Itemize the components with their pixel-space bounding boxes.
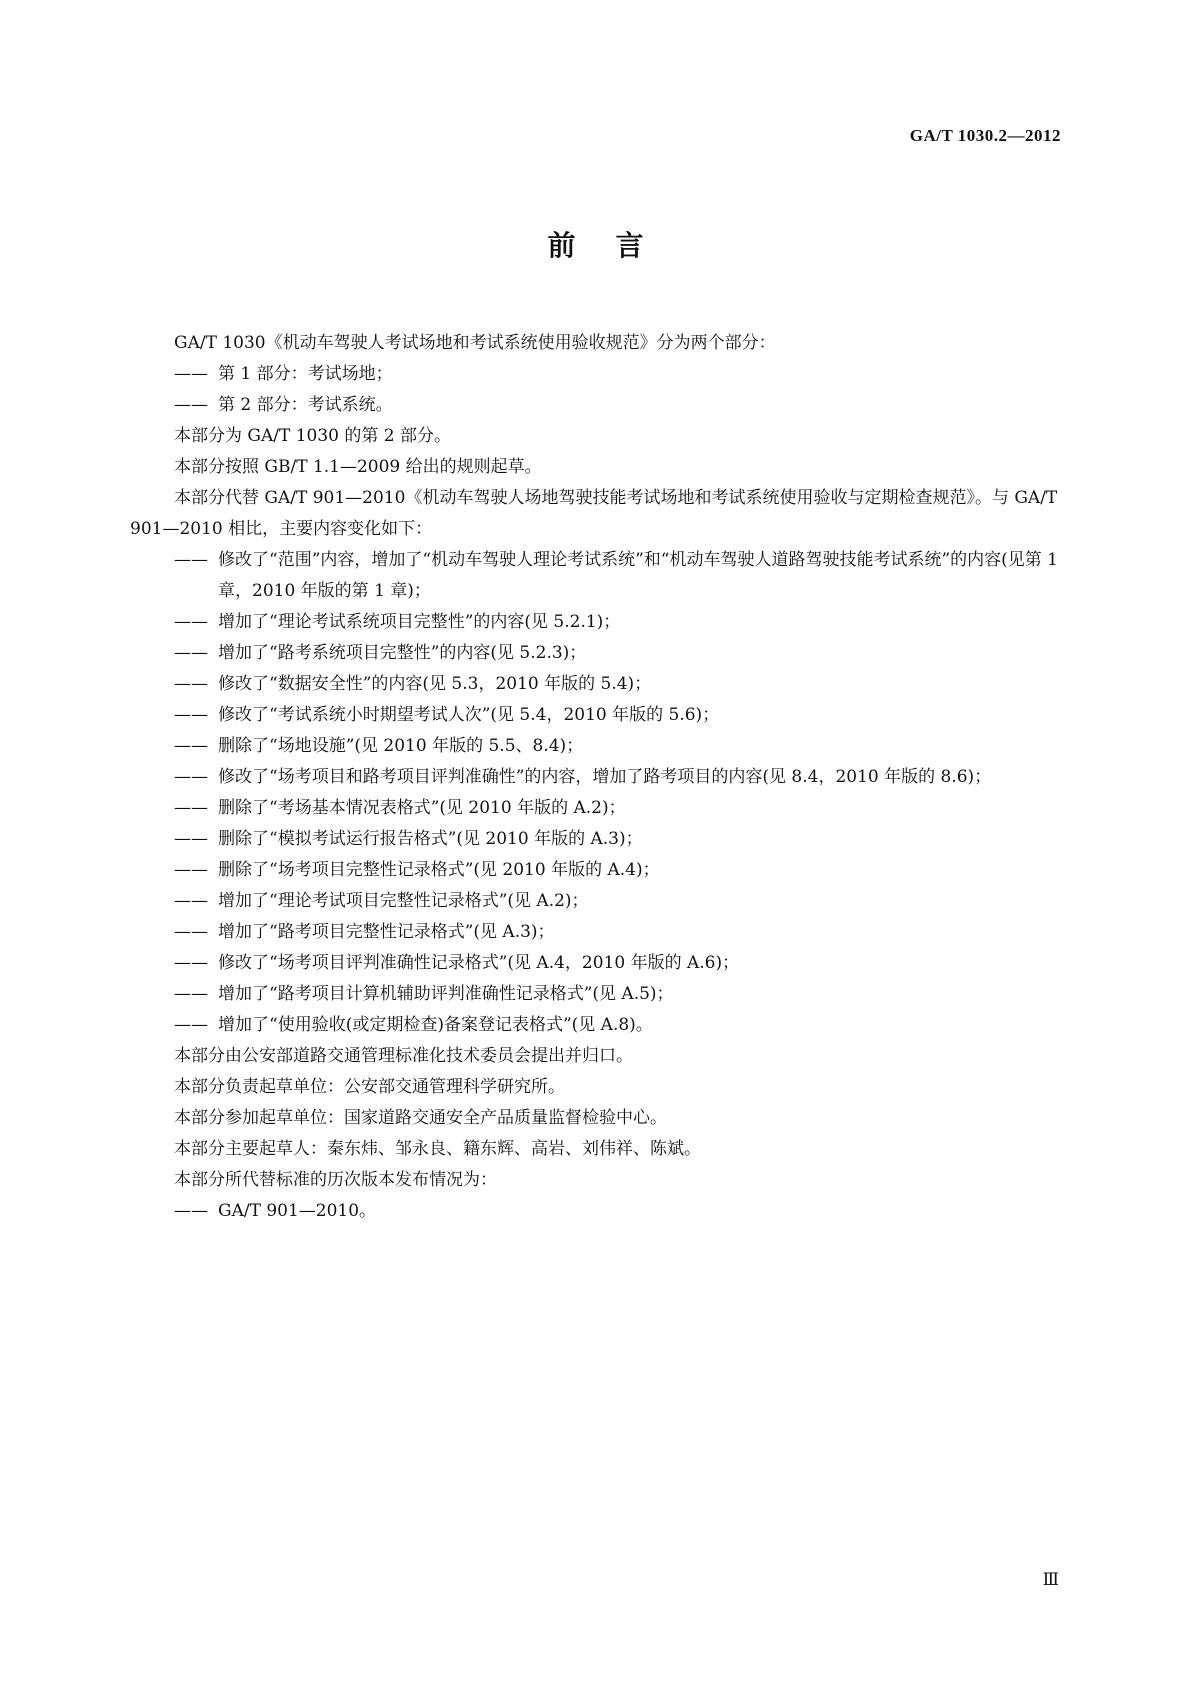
change-item-text: 增加了“理论考试项目完整性记录格式”(见 A.2)； (218, 891, 589, 911)
change-item-text: 修改了“考试系统小时期望考试人次”(见 5.4，2010 年版的 5.6)； (218, 705, 720, 725)
change-item (130, 948, 1060, 979)
change-item-text: 增加了“路考项目完整性记录格式”(见 A.3)； (218, 922, 555, 942)
dash: —— (174, 674, 208, 694)
dash: —— (174, 953, 208, 973)
change-item-text: 增加了“路考项目计算机辅助评判准确性记录格式”(见 A.5)； (218, 984, 674, 1004)
change-item (130, 886, 1060, 917)
change-item-text: 增加了“理论考试系统项目完整性”的内容(见 5.2.1)； (218, 612, 621, 632)
foreword-body (130, 328, 1060, 1227)
list-item-text: 第 1 部分：考试场地； (218, 364, 393, 384)
list-item (130, 390, 1060, 421)
dash: —— (174, 1015, 208, 1035)
dash: —— (174, 736, 208, 756)
change-item (130, 638, 1060, 669)
change-item-text: 删除了“模拟考试运行报告格式”(见 2010 年版的 A.3)； (218, 829, 643, 849)
page-title: 前言 (547, 229, 684, 262)
dash: —— (174, 984, 208, 1004)
change-item-text: 修改了“场考项目和路考项目评判准确性”的内容，增加了路考项目的内容(见 8.4，2010 年版的 8.6)； (218, 767, 992, 787)
change-item (130, 700, 1060, 731)
change-item (130, 1010, 1060, 1041)
change-item (130, 762, 1060, 793)
change-item-text: 修改了“范围”内容，增加了“机动车驾驶人理论考试系统”和“机动车驾驶人道路驾驶技能考试系统”的内容(见第 1 章，2010 年版的第 1 章)； (218, 550, 1058, 601)
change-item (130, 669, 1060, 700)
change-item (130, 824, 1060, 855)
intro-paragraph: GA/T 1030《机动车驾驶人考试场地和考试系统使用验收规范》分为两个部分： (174, 333, 776, 353)
change-item-text: 增加了“使用验收(或定期检查)备案登记表格式”(见 A.8)。 (218, 1015, 653, 1035)
change-item (130, 793, 1060, 824)
standard-code: GA/T 1030.2—2012 (909, 126, 1061, 145)
history-item-text: GA/T 901—2010。 (218, 1201, 377, 1221)
this-part-paragraph: 本部分为 GA/T 1030 的第 2 部分。 (174, 426, 452, 446)
dash: —— (174, 705, 208, 725)
replaces-paragraph: 本部分代替 GA/T 901—2010《机动车驾驶人场地驾驶技能考试场地和考试系统使用验收与定期检查规范》。与 GA/T 901—2010 相比，主要内容变化如下： (130, 488, 1058, 539)
change-item-text: 修改了“场考项目评判准确性记录格式”(见 A.4，2010 年版的 A.6)； (218, 953, 740, 973)
change-item-text: 删除了“场地设施”(见 2010 年版的 5.5、8.4)； (218, 736, 584, 756)
change-item-text: 增加了“路考系统项目完整性”的内容(见 5.2.3)； (218, 643, 587, 663)
change-item (130, 855, 1060, 886)
history-item (130, 1196, 1060, 1227)
dash: —— (174, 922, 208, 942)
participating-unit-paragraph: 本部分参加起草单位：国家道路交通安全产品质量监督检验中心。 (174, 1108, 667, 1128)
dash: —— (174, 798, 208, 818)
drafters-paragraph: 本部分主要起草人：秦东炜、邹永良、籍东辉、高岩、刘伟祥、陈斌。 (174, 1139, 701, 1159)
change-item (130, 979, 1060, 1010)
dash: —— (174, 860, 208, 880)
dash: —— (174, 395, 208, 415)
drafting-rule-paragraph: 本部分按照 GB/T 1.1—2009 给出的规则起草。 (174, 457, 542, 477)
list-item (130, 359, 1060, 390)
change-item-text: 删除了“场考项目完整性记录格式”(见 2010 年版的 A.4)； (218, 860, 660, 880)
change-item (130, 607, 1060, 638)
change-item (130, 917, 1060, 948)
dash: —— (174, 612, 208, 632)
page-number: Ⅲ (1042, 1570, 1059, 1589)
change-item (130, 545, 1060, 607)
dash: —— (174, 550, 208, 570)
dash: —— (174, 1201, 208, 1221)
dash: —— (174, 767, 208, 787)
dash: —— (174, 829, 208, 849)
responsible-unit-paragraph: 本部分负责起草单位：公安部交通管理科学研究所。 (174, 1077, 565, 1097)
change-item-text: 修改了“数据安全性”的内容(见 5.3，2010 年版的 5.4)； (218, 674, 652, 694)
dash: —— (174, 891, 208, 911)
list-item-text: 第 2 部分：考试系统。 (218, 395, 393, 415)
change-item-text: 删除了“考场基本情况表格式”(见 2010 年版的 A.2)； (218, 798, 626, 818)
dash: —— (174, 643, 208, 663)
dash: —— (174, 364, 208, 384)
history-intro-paragraph: 本部分所代替标准的历次版本发布情况为： (174, 1170, 497, 1190)
proposed-by-paragraph: 本部分由公安部道路交通管理标准化技术委员会提出并归口。 (174, 1046, 633, 1066)
change-item (130, 731, 1060, 762)
